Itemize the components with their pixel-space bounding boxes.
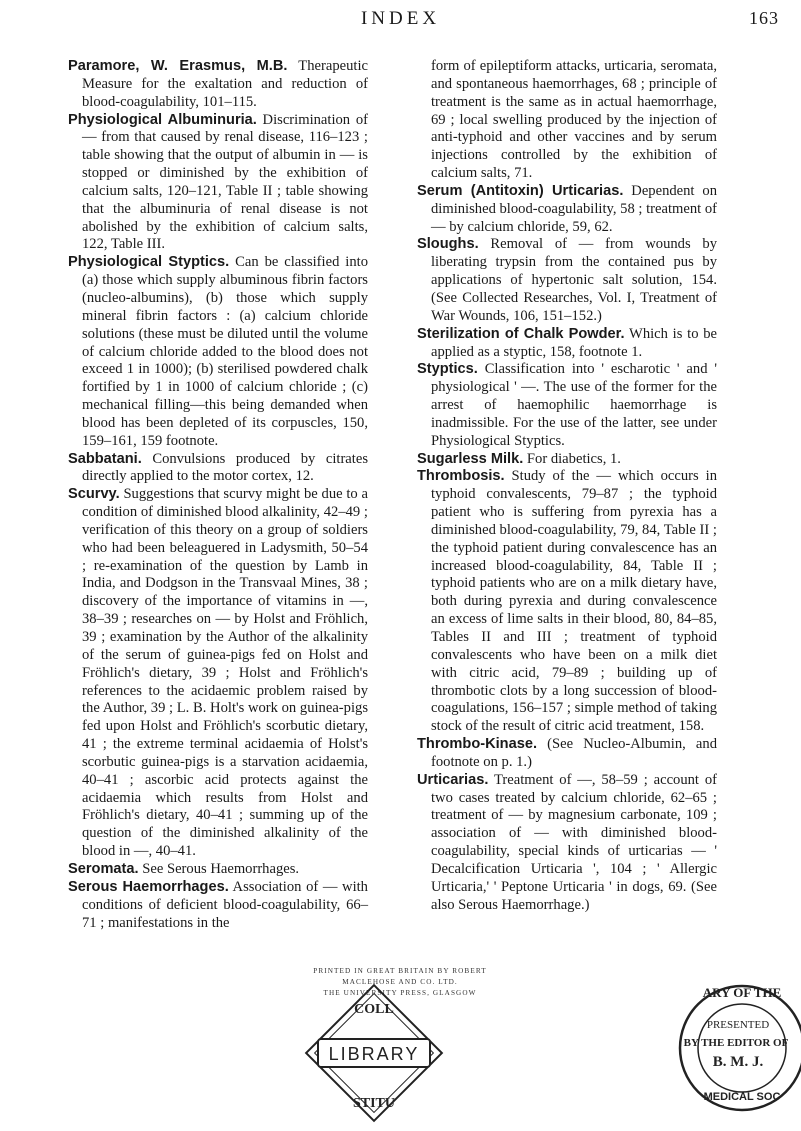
library-stamp xyxy=(304,983,444,1123)
index-term: Sloughs. xyxy=(417,236,479,253)
index-term: Sterilization of Chalk Powder. xyxy=(417,325,625,342)
index-entry-text: Association of — with conditions of deficient blood-coagulability, 66–71 ; manifestations in the xyxy=(82,878,368,931)
index-entry xyxy=(68,451,368,487)
index-term: Physiological Albuminuria. xyxy=(68,111,257,128)
printer-line-2: THE UNIVERSITY PRESS, GLASGOW xyxy=(323,989,477,997)
index-entry xyxy=(417,468,717,736)
index-entry-text: Suggestions that scurvy might be due to a condition of diminished blood alkalinity, 42–49 ; verification of this theory on a group of soldiers who had been beleaguered in Ladysmith, 50–54 ; re-examination of the question by Lamb in India, and Dodgson in the Transvaal Mines, 38 ; discovery of the importance of vitamins in —, 38–39 ; researches on — by Holst and Fröhlich, 39 ; examination by the Author of the alkalinity of the serum of guinea-pigs fed on Holst and Fröhlich's dietary, 39 ; Holst and Fröhlich's references to the acidaemic problem raised by the Author, 39 ; L. B. Holt's work on guinea-pigs fed upon Holst and Fröhlich's scorbutic dietary, 41 ; the extreme terminal acidaemia of Holst's scorbutic guinea-pigs is a starvation acidaemia, 40–41 ; ascorbic acid protects against the acidaemia which results from Holst and Fröhlich's dietary, 40–41 ; summing up of the question of the diminished alkalinity of the blood in —, 40–41. xyxy=(82,486,368,860)
index-entry-text: (See Nucleo-Albumin, and footnote on p. 1.) xyxy=(431,736,717,770)
index-term: Scurvy. xyxy=(68,486,120,503)
index-term: Seromata. xyxy=(68,860,139,877)
index-term: Serum (Antitoxin) Urticarias. xyxy=(417,182,624,199)
index-entry-text: For diabetics, 1. xyxy=(523,450,621,467)
index-entry xyxy=(68,112,368,255)
bookplate-line-3: B. M. J. xyxy=(712,1054,764,1070)
index-entry-text: Convulsions produced by citrates directly applied to the motor cortex, 12. xyxy=(82,450,368,485)
index-entry xyxy=(68,879,368,933)
index-entry-text: See Serous Haemorrhages. xyxy=(138,860,300,877)
index-entry xyxy=(417,361,717,450)
printer-line-1: PRINTED IN GREAT BRITAIN BY ROBERT MACLEHOSE AND CO. LTD. xyxy=(313,967,487,986)
index-entry-text: Which is to be applied as a styptic, 158, footnote 1. xyxy=(431,325,717,360)
page-header xyxy=(0,8,801,38)
index-term: Serous Haemorrhages. xyxy=(68,878,229,895)
index-term: Physiological Styptics. xyxy=(68,254,230,271)
index-entry-text: Therapeutic Measure for the exaltation and reduction of blood-coagulability, 101–115. xyxy=(82,58,368,110)
index-entry-text: Dependent on diminished blood-coagulability, 58 ; treatment of — by calcium chloride, 59, 62. xyxy=(431,182,718,235)
index-term: Styptics. xyxy=(417,361,478,378)
index-term: Urticarias. xyxy=(417,771,489,788)
index-entry-text: form of epileptiform attacks, urticaria, seromata, and spontaneous haemorrhages, 68 ; principle of treatment is the same as in actual haemorrhage, 69 ; local swelling produced by the injection of anti-typhoid and other vaccines and by serum injections controlled by the exhibition of calcium salts, 71. xyxy=(431,58,717,182)
index-entry xyxy=(68,861,368,879)
index-entry xyxy=(417,736,717,772)
index-entry xyxy=(417,58,717,183)
bookplate-line-2: BY THE EDITOR OF xyxy=(683,1037,789,1049)
index-entry-text: Classification into ' escharotic ' and ' physiological ' —. The use of the former for the arrest of haemophilic haemorrhage is inadmissible. For the use of the latter, see under Physiological Styptics. xyxy=(431,361,717,449)
index-entry xyxy=(417,326,717,362)
left-index-column xyxy=(68,58,368,932)
page-number: 163 xyxy=(749,8,779,28)
page-title: INDEX xyxy=(360,8,441,29)
library-stamp-top: COLL xyxy=(354,1002,394,1017)
index-entry-text: Study of the — which occurs in typhoid convalescents, 79–87 ; the typhoid patient who is suffering from pyrexia has a diminished blood-coagulability, 79, 84, Table II ; the typhoid patient during convalescence has an increased blood-coagulability, 84, Table II ; typhoid patients who are on a milk dietary have, both during pyrexia and during convalescence an excess of lime salts in their blood, 80, 84–85, Tables II and III ; treatment of typhoid convalescents who have been on a milk diet with citric acid, 79–89 ; building up of thrombotic clots by a long succession of blood-coagulations, 156–157 ; simple method of taking stock of the result of citric acid treatment, 158. xyxy=(431,468,717,735)
index-entry xyxy=(417,451,717,469)
index-term: Sabbatani. xyxy=(68,450,142,467)
index-entry xyxy=(417,183,717,237)
right-index-column xyxy=(417,58,717,915)
index-entry xyxy=(68,254,368,450)
index-entry xyxy=(68,58,368,112)
index-entry-text: Removal of — from wounds by liberating trypsin from the contained pus by applications of hypertonic salt solution, 154. (See Collected Researches, Vol. I, Treatment of War Wounds, 106, 151–152.) xyxy=(431,236,717,324)
index-term: Thrombo-Kinase. xyxy=(417,736,537,753)
index-entry-text: Can be classified into (a) those which supply albuminous fibrin factors (nucleo-albumins), (b) those which supply mineral fibrin factors : (a) calcium chloride solutions (these must be diluted until the volume of calcium chloride added to the blood does not exceed 1 in 1000); (b) sterilised powdered chalk fortified by 1 in 1000 of calcium chloride ; (c) mechanical filling—this being demanded when blood has been depleted of its corpuscles, 150, 159–161, 159 footnote. xyxy=(82,254,368,449)
library-stamp-bottom: STITU xyxy=(352,1096,396,1111)
index-entry xyxy=(68,486,368,861)
bookplate-bottom: MEDICAL SOC xyxy=(703,1091,781,1103)
index-term: Sugarless Milk. xyxy=(417,450,524,467)
index-entry-text: Treatment of —, 58–59 ; account of two cases treated by calcium chloride, 62–65 ; treatment of — by magnesium carbonate, 109 ; association of — with diminished blood-coagulability, special kinds of urticarias — ' Decalcification Urticaria ', 104 ; ' Allergic Urticaria,' ' Peptone Urticaria ' in dogs, 69. (See also Serous Haemorrhage.) xyxy=(431,771,717,913)
bookplate-top: ARY OF THE xyxy=(702,985,782,1000)
index-term: Thrombosis. xyxy=(417,468,505,485)
library-stamp-center: LIBRARY xyxy=(328,1044,420,1064)
index-entry xyxy=(417,772,717,915)
index-entry-text: Discrimination of — from that caused by renal disease, 116–123 ; table showing that the output of albumin in — is stopped or diminished by the exhibition of calcium salts, 120–121, Table II ; table showing that the albuminuria of renal disease is not abolished by the exhibition of calcium salts, 122, Table III. xyxy=(82,111,368,253)
bookplate-seal xyxy=(672,978,801,1118)
bookplate-line-1: PRESENTED xyxy=(706,1019,770,1031)
index-term: Paramore, W. Erasmus, M.B. xyxy=(68,58,288,74)
index-entry xyxy=(417,236,717,325)
